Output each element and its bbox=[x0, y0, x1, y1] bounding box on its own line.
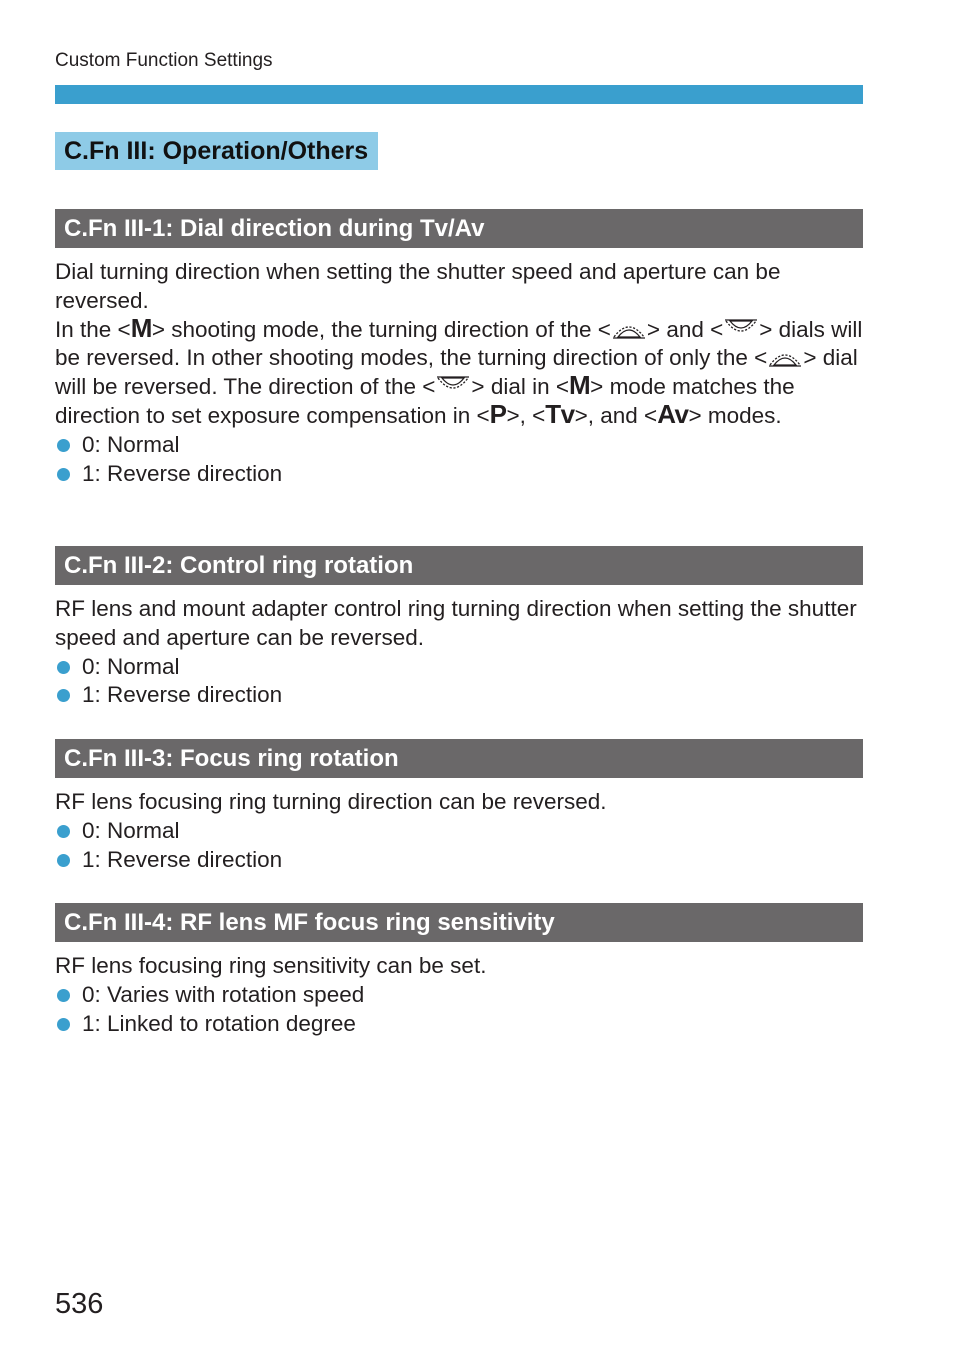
section-body-cfn-iii-2 bbox=[55, 595, 863, 710]
header-accent-bar bbox=[55, 85, 863, 104]
bullet-icon bbox=[57, 468, 70, 481]
bullet-icon bbox=[57, 989, 70, 1002]
option-list bbox=[55, 981, 863, 1039]
section-header-cfn-iii-4: C.Fn III-4: RF lens MF focus ring sensitivity bbox=[55, 903, 863, 942]
mode-m-icon: M bbox=[130, 312, 152, 343]
option-item: 1: Reverse direction bbox=[55, 460, 863, 489]
mode-tv-icon: Tv bbox=[545, 398, 575, 429]
option-item: 0: Varies with rotation speed bbox=[55, 981, 863, 1010]
mode-av-icon: Av bbox=[657, 398, 689, 429]
section-body-cfn-iii-1 bbox=[55, 258, 863, 488]
section-intro: RF lens focusing ring sensitivity can be set. bbox=[55, 953, 487, 978]
chapter-tab: C.Fn III: Operation/Others bbox=[55, 132, 378, 170]
section-header-cfn-iii-1: C.Fn III-1: Dial direction during Tv/Av bbox=[55, 209, 863, 248]
option-item: 1: Reverse direction bbox=[55, 681, 863, 710]
section-intro: Dial turning direction when setting the shutter speed and aperture can be reversed. bbox=[55, 259, 781, 313]
main-dial-icon bbox=[611, 318, 647, 340]
option-list bbox=[55, 817, 863, 875]
option-item: 0: Normal bbox=[55, 431, 863, 460]
option-item: 1: Reverse direction bbox=[55, 846, 863, 875]
section-header-cfn-iii-3: C.Fn III-3: Focus ring rotation bbox=[55, 739, 863, 778]
section-detail: In the <M> shooting mode, the turning direction of the < > and < > dials will be reversed. In other shooting modes, the turning direction of only the < > dial will be reversed. The direction of the < > dial in <M> mode matches the direction to set exposure compensation in <P>, <Tv>, and <Av> modes. bbox=[55, 312, 863, 429]
option-item: 1: Linked to rotation degree bbox=[55, 1010, 863, 1039]
mode-p-icon: P bbox=[489, 398, 507, 429]
bullet-icon bbox=[57, 1018, 70, 1031]
bullet-icon bbox=[57, 439, 70, 452]
section-intro: RF lens focusing ring turning direction can be reversed. bbox=[55, 789, 607, 814]
bullet-icon bbox=[57, 825, 70, 838]
main-dial-icon bbox=[767, 346, 803, 368]
option-item: 0: Normal bbox=[55, 653, 863, 682]
option-item: 0: Normal bbox=[55, 817, 863, 846]
section-body-cfn-iii-4 bbox=[55, 952, 863, 1038]
quick-control-dial-icon bbox=[435, 375, 471, 397]
option-list bbox=[55, 431, 863, 489]
running-head: Custom Function Settings bbox=[55, 50, 273, 71]
mode-m-icon: M bbox=[569, 370, 591, 401]
section-header-cfn-iii-2: C.Fn III-2: Control ring rotation bbox=[55, 546, 863, 585]
section-body-cfn-iii-3 bbox=[55, 788, 863, 874]
option-list bbox=[55, 653, 863, 711]
bullet-icon bbox=[57, 854, 70, 867]
quick-control-dial-icon bbox=[723, 318, 759, 340]
section-intro: RF lens and mount adapter control ring turning direction when setting the shutter speed and aperture can be reversed. bbox=[55, 596, 857, 650]
bullet-icon bbox=[57, 689, 70, 702]
bullet-icon bbox=[57, 661, 70, 674]
page-number: 536 bbox=[55, 1288, 104, 1320]
